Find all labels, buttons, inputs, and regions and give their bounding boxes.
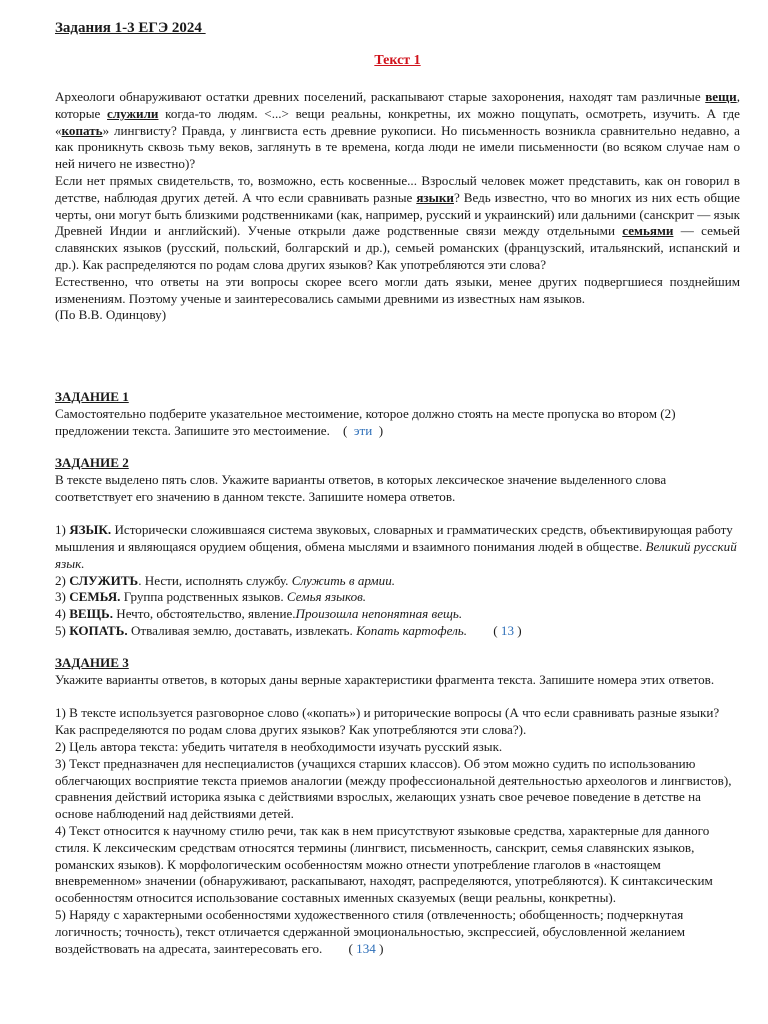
task-2-option-1: 1) ЯЗЫК. Исторически сложившаяся система звуковых, словарных и грамматических средств, объективирующая работу мышления и являющаяся орудием общения, обмена мыслями и взаимного понимания людей в обществе. Великий русский язык.: [55, 522, 737, 571]
document-title: Задания 1-3 ЕГЭ 2024: [55, 20, 206, 36]
task-1-answer: эти: [353, 422, 373, 438]
task-3-option-5: 5) Наряду с характерными особенностями художественного стиля (отвлеченность; обобщенность; подчеркнутая логичность; точность), текст отличается сдержанной эмоциональностью, экспрессией, обусловленной желанием воздействовать на адресата, заинтересовать его. ( 134 ): [55, 906, 686, 956]
text-heading: Текст 1: [374, 53, 421, 68]
task-3-answer: 134: [356, 940, 376, 956]
highlight-word-veshi: вещи: [705, 89, 737, 104]
task-1-body: Самостоятельно подберите указательное местоимение, которое должно стоять на месте пропуска во втором (2) предложении текста. Запишите это местоимение. ( эти ): [55, 405, 676, 438]
task-1: [55, 389, 740, 439]
task-3: [55, 655, 740, 957]
task-3-body: Укажите варианты ответов, в которых даны верные характеристики фрагмента текста. Запишите номера этих ответов.: [55, 671, 715, 687]
text-paragraph-1: Археологи обнаруживают остатки древних поселений, раскапывают старые захоронения, находят там различные вещи, которые служили когда-то людям. <...> вещи реальны, конкретны, их можно пощупать, осмотреть, изучить. А где «копать» лингвисту? Правда, у лингвиста есть древние рукописи. Но письменность возникла сравнительно недавно, а как проникнуть сквозь тьму веков, заглянуть в те времена, когда люди не имели письменности (во всяком случае нам о ней ничего не известно)?: [55, 89, 740, 172]
task-2-option-2: 2) СЛУЖИТЬ. Нести, исполнять службу. Служить в армии.: [55, 572, 396, 588]
text-attribution: (По В.В. Одинцову): [55, 307, 167, 323]
highlight-word-semyami: семьями: [622, 223, 674, 239]
task-2-body: В тексте выделено пять слов. Укажите варианты ответов, в которых лексическое значение выделенного слова соответствует его значению в данном тексте. Запишите номера ответов.: [55, 471, 667, 504]
task-2-title: ЗАДАНИЕ 2: [55, 455, 129, 470]
task-2: [55, 455, 740, 640]
task-2-option-5: 5) КОПАТЬ. Отваливая землю, доставать, извлекать. Копать картофель. ( 13 ): [55, 622, 522, 638]
task-2-option-4: 4) ВЕЩЬ. Нечто, обстоятельство, явление.Произошла непонятная вещь.: [55, 606, 463, 622]
text-paragraph-2: Если нет прямых свидетельств, то, возможно, есть косвенные... Взрослый человек может представить, как он говорил в детстве, наблюдая других детей. А что если сравнивать разные языки? Ведь известно, что во многих из них есть общие черты, они могут быть близкими родственниками (как, например, русский и украинский) или дальними (санскрит — язык Древней Индии и английский). Ученые открыли даже родственные связи между отдельными семьями — семьей славянских языков (русский, польский, болгарский и др.), семьей романских (французский, итальянский, испанский и др.). Как распределяются по родам слова других языков? Как употребляются эти слова?: [55, 172, 741, 272]
highlight-word-sluzhili: служили: [107, 105, 159, 121]
task-2-option-3: 3) СЕМЬЯ. Группа родственных языков. Семья языков.: [55, 589, 367, 605]
highlight-word-kopat: копать: [61, 122, 103, 138]
task-2-answer: 13: [500, 622, 514, 638]
task-3-option-4: 4) Текст относится к научному стилю речи, так как в нем присутствуют языковые средства, характерные для данного стиля. К лексическим средствам относятся термины (лингвист, письменность, санскрит, семья славянских языков, романских языков). К морфологическим особенностям можно отнести употребление глаголов в «настоящем вневременном» значении (обнаруживают, раскапывают, находят, распределяются, употребляются). К синтаксическим особенностям относится использование составных именных сказуемых (вещи реальны, конкретны).: [55, 822, 713, 906]
task-3-option-1: 1) В тексте используется разговорное слово («копать») и риторические вопросы (А что если сравнивать разные языки? Как распределяются по родам слова других языков? Как употребляются эти слова?).: [55, 705, 720, 738]
task-1-title: ЗАДАНИЕ 1: [55, 389, 129, 404]
highlight-word-yazyki: языки: [416, 189, 454, 205]
main-text: [55, 89, 740, 324]
task-3-title: ЗАДАНИЕ 3: [55, 655, 129, 670]
task-3-option-3: 3) Текст предназначен для неспециалистов (учащихся старших классов). Об этом можно судить по использованию облегчающих восприятие текста приемов аналогии (между профессиональной деятельностью археологов и лингвистов), сравнения действий историка языка с действиями взрослых, желающих узнать свое речевое поведение в детстве на основе наблюдений над действиями детей.: [55, 755, 732, 822]
task-3-option-2: 2) Цель автора текста: убедить читателя в необходимости изучать русский язык.: [55, 738, 503, 754]
text-paragraph-3: Естественно, что ответы на эти вопросы скорее всего могли дать языки, менее других подвергшиеся позднейшим изменениям. Поэтому ученые и заинтересовались самыми древними из известных нам языков.: [55, 273, 740, 306]
